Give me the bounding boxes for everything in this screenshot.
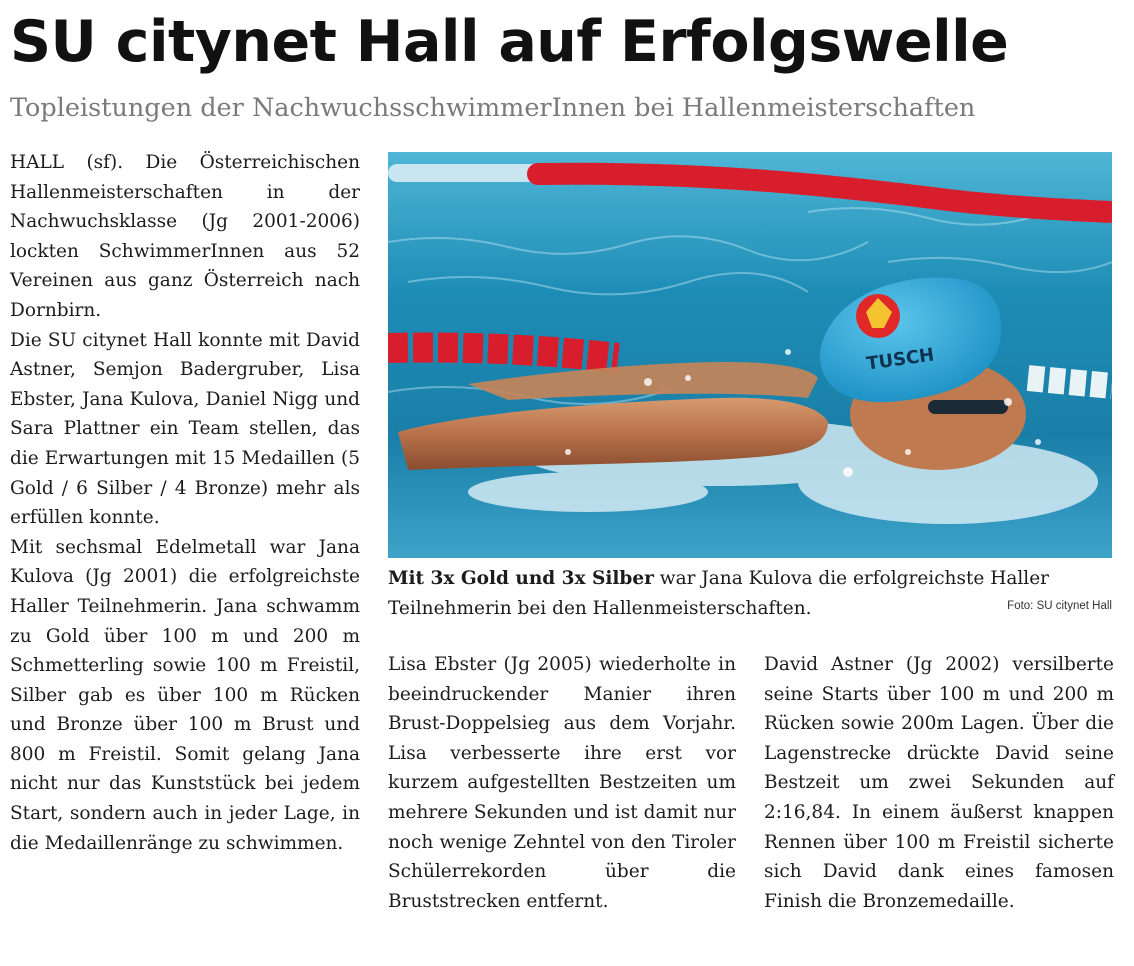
cap-brand-text: TUSCH bbox=[865, 344, 936, 375]
article-headline: SU citynet Hall auf Erfolgswelle bbox=[10, 9, 1009, 75]
article-column-3 bbox=[764, 650, 1114, 916]
article-column-2 bbox=[388, 650, 736, 916]
article-paragraph: Lisa Ebster (Jg 2005) wiederholte in beeindruckender Manier ihren Brust-Doppelsieg aus dem Vorjahr. Lisa verbesserte ihre erst vor kurzem aufgestellten Bestzeiten um mehrere Sekunden und ist damit nur noch wenige Zehntel von den Tiroler Schülerrekorden über die Bruststrecken entfernt. bbox=[388, 654, 736, 912]
swimmer-photo bbox=[388, 152, 1112, 558]
caption-text: war Jana Kulova die erfolgreichste Haller Teilnehmerin bei den Hallenmeisterschaften. bbox=[388, 568, 1050, 619]
photo-caption bbox=[388, 564, 1112, 624]
article-paragraph: HALL (sf). Die Österreichischen Hallenmeisterschaften in der Nachwuchsklasse (Jg 2001-2006) lockten SchwimmerInnen aus 52 Vereinen aus ganz Österreich nach Dornbirn. bbox=[10, 152, 360, 321]
article-paragraph: Die SU citynet Hall konnte mit David Astner, Semjon Badergruber, Lisa Ebster, Jana Kulova, Daniel Nigg und Sara Plattner ein Team stellen, das die Erwartungen mit 15 Medaillen (5 Gold / 6 Silber / 4 Bronze) mehr als erfüllen konnte. bbox=[10, 329, 360, 529]
caption-bold: Mit 3x Gold und 3x Silber bbox=[388, 568, 654, 589]
article-paragraph: David Astner (Jg 2002) versilberte seine Starts über 100 m und 200 m Rücken sowie 200m Lagen. Über die Lagenstrecke drückte David seine Bestzeit um zwei Sekunden auf 2:16,84. In einem äußerst knappen Rennen über 100 m Freistil sicherte sich David dank eines famosen Finish die Bronzemedaille. bbox=[764, 654, 1114, 912]
article-subtitle: Topleistungen der NachwuchsschwimmerInnen bei Hallenmeisterschaften bbox=[10, 93, 976, 123]
photo-credit: Foto: SU citynet Hall bbox=[1007, 600, 1112, 612]
article-paragraph: Mit sechsmal Edelmetall war Jana Kulova (Jg 2001) die erfolgreichste Haller Teilnehmerin. Jana schwamm zu Gold über 100 m und 200 m Schmetterling sowie 100 m Freistil, Silber gab es über 100 m Rücken und Bronze über 100 m Brust und 800 m Freistil. Somit gelang Jana nicht nur das Kunststück bei jedem Start, sondern auch in jeder Lage, in die Medaillenränge zu schwimmen. bbox=[10, 536, 360, 854]
article-column-1 bbox=[10, 148, 360, 858]
